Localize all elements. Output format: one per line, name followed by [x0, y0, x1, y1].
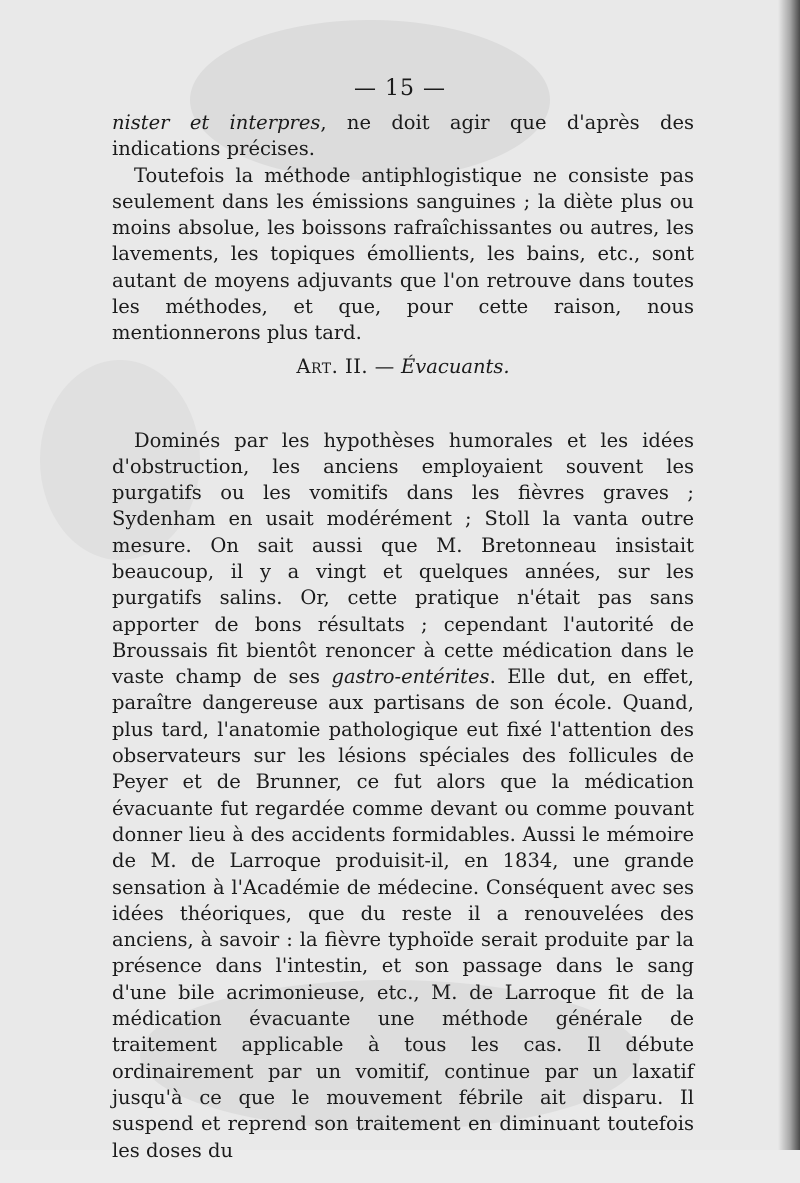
body-text-main	[112, 408, 694, 1183]
paragraph-text: , ne doit agir que d'après des indications précises.	[112, 111, 694, 161]
section-heading	[112, 355, 694, 378]
paragraph: Toutefois la méthode antiphlogistique ne consiste pas seulement dans les émissions sanguines ; la diète plus ou moins absolue, les boissons rafraîchissantes ou autres, les lavements, les topiques émollients, les bains, etc., sont autant de moyens adjuvants que l'on retrouve dans toutes les méthodes, et que, pour cette raison, nous mentionnerons plus tard.	[112, 163, 694, 345]
paragraph-text: Dominés par les hypothèses humorales et les idées d'obstruction, les anciens employaient souvent les purgatifs ou les vomitifs dans les fièvres graves ; Sydenham en usait modérément ; Stoll la vanta outre mesure. On sait aussi que M. Bretonneau insistait beaucoup, il y a vingt et quelques années, sur les purgatifs salins. Or, cette pratique n'était pas sans apporter de bons résultats ; cependant l'autorité de Broussais fit bientôt renoncer à cette médication dans le vaste champ de ses	[112, 428, 694, 689]
page-binding-shadow	[778, 0, 800, 1150]
section-title: Évacuants.	[401, 355, 510, 378]
italic-phrase: nister et interpres	[112, 111, 321, 134]
paragraph-text: . Elle dut, en effet, paraître dangereuse aux partisans de son école. Quand, plus tard, l'anatomie pathologique eut fixé l'attention des observateurs sur les lésions spéciales des follicules de Peyer et de Brunner, ce fut alors que la médication évacuante fut regardée comme devant ou comme pouvant donner lieu à des accidents formidables. Aussi le mémoire de M. de Larroque produisit-il, en 1834, une grande sensation à l'Académie de médecine. Conséquent avec ses idées théoriques, que du reste il a renouvelées des anciens, à savoir : la fièvre typhoïde serait produite par la présence dans l'intestin, et son passage dans le sang d'une bile acrimonieuse, etc., M. de Larroque fit de la médication évacuante une méthode générale de traitement applicable à tous les cas. Il débute ordinairement par un vomitif, continue par un laxatif jusqu'à ce que le mouvement fébrile ait disparu. Il suspend et reprend son traitement en diminuant toutefois les doses du	[112, 665, 694, 1162]
body-text-top	[112, 110, 694, 347]
article-number: Art. II. —	[296, 355, 395, 378]
paragraph-continuation	[112, 110, 694, 163]
page-number: — 15 —	[354, 76, 446, 101]
paragraph	[112, 428, 694, 1164]
italic-term: gastro-entérites	[331, 665, 490, 689]
